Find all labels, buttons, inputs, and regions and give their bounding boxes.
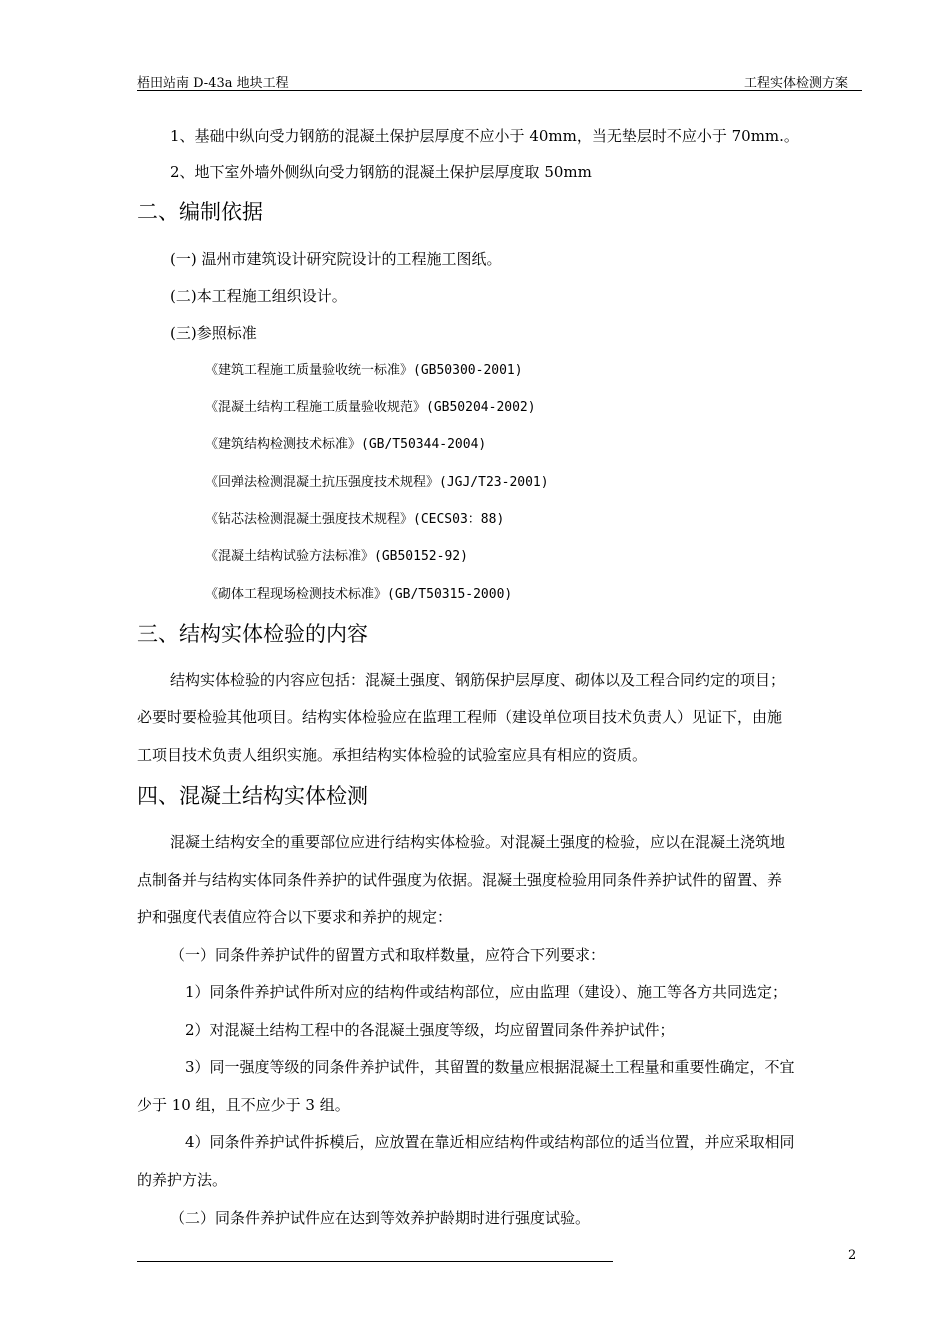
concrete-para-line-2: 点制备并与结构实体同条件养护的试件强度为依据。混凝土强度检验用同条件养护试件的留置、养 [137, 871, 783, 889]
section-heading-concrete-inspection: 四、混凝土结构实体检测 [137, 784, 368, 808]
basis-item-1: (一) 温州市建筑设计研究院设计的工程施工图纸。 [170, 250, 502, 268]
standard-item-2: 《混凝土结构工程施工质量验收规范》(GB50204-2002) [205, 400, 536, 415]
inspection-content-line-3: 工项目技术负责人组织实施。承担结构实体检验的试验室应具有相应的资质。 [137, 746, 648, 764]
concrete-subsection-1: （一）同条件养护试件的留置方式和取样数量，应符合下列要求： [170, 946, 606, 964]
concrete-rule-4-line-2: 的养护方法。 [137, 1171, 228, 1189]
header-document-title: 工程实体检测方案 [743, 76, 848, 91]
concrete-rule-2: 2）对混凝土结构工程中的各混凝土强度等级，均应留置同条件养护试件； [185, 1021, 675, 1039]
concrete-rule-3-line-1: 3）同一强度等级的同条件养护试件，其留置的数量应根据混凝土工程量和重要性确定，不宜 [185, 1058, 795, 1076]
footer-rule [137, 1261, 613, 1262]
page-number: 2 [848, 1248, 857, 1263]
basis-item-2: (二)本工程施工组织设计。 [170, 287, 347, 305]
concrete-rule-4-line-1: 4）同条件养护试件拆模后，应放置在靠近相应结构件或结构部位的适当位置，并应采取相同 [185, 1133, 795, 1151]
basis-item-3: (三)参照标准 [170, 324, 257, 342]
standard-item-5: 《钻芯法检测混凝土强度技术规程》(CECS03：88) [205, 512, 505, 527]
standard-item-7: 《砌体工程现场检测技术标准》(GB/T50315-2000) [205, 587, 513, 602]
intro-item-1: 1、基础中纵向受力钢筋的混凝土保护层厚度不应小于 40mm，当无垫层时不应小于 70mm.。 [170, 127, 799, 145]
standard-item-4: 《回弹法检测混凝土抗压强度技术规程》(JGJ/T23-2001) [205, 475, 549, 490]
concrete-para-line-3: 护和强度代表值应符合以下要求和养护的规定： [137, 908, 453, 926]
inspection-content-line-2: 必要时要检验其他项目。结构实体检验应在监理工程师（建设单位项目技术负责人）见证下，由施 [137, 708, 783, 726]
standard-item-6: 《混凝土结构试验方法标准》(GB50152-92) [205, 549, 468, 564]
concrete-subsection-2: （二）同条件养护试件应在达到等效养护龄期时进行强度试验。 [170, 1209, 591, 1227]
inspection-content-line-1: 结构实体检验的内容应包括：混凝土强度、钢筋保护层厚度、砌体以及工程合同约定的项目； [170, 671, 786, 689]
section-heading-basis: 二、编制依据 [137, 200, 263, 224]
intro-item-2: 2、地下室外墙外侧纵向受力钢筋的混凝土保护层厚度取 50mm [170, 163, 592, 181]
concrete-rule-3-line-2: 少于 10 组，且不应少于 3 组。 [137, 1096, 350, 1114]
standard-item-1: 《建筑工程施工质量验收统一标准》(GB50300-2001) [205, 363, 523, 378]
standard-item-3: 《建筑结构检测技术标准》(GB/T50344-2004) [205, 437, 487, 452]
concrete-para-line-1: 混凝土结构安全的重要部位应进行结构实体检验。对混凝土强度的检验，应以在混凝土浇筑地 [170, 833, 786, 851]
section-heading-inspection-content: 三、结构实体检验的内容 [137, 622, 368, 646]
concrete-rule-1: 1）同条件养护试件所对应的结构件或结构部位，应由监理（建设）、施工等各方共同选定； [185, 983, 788, 1001]
header-project-name: 梧田站南 D-43a 地块工程 [137, 76, 289, 91]
page-header [137, 72, 862, 91]
